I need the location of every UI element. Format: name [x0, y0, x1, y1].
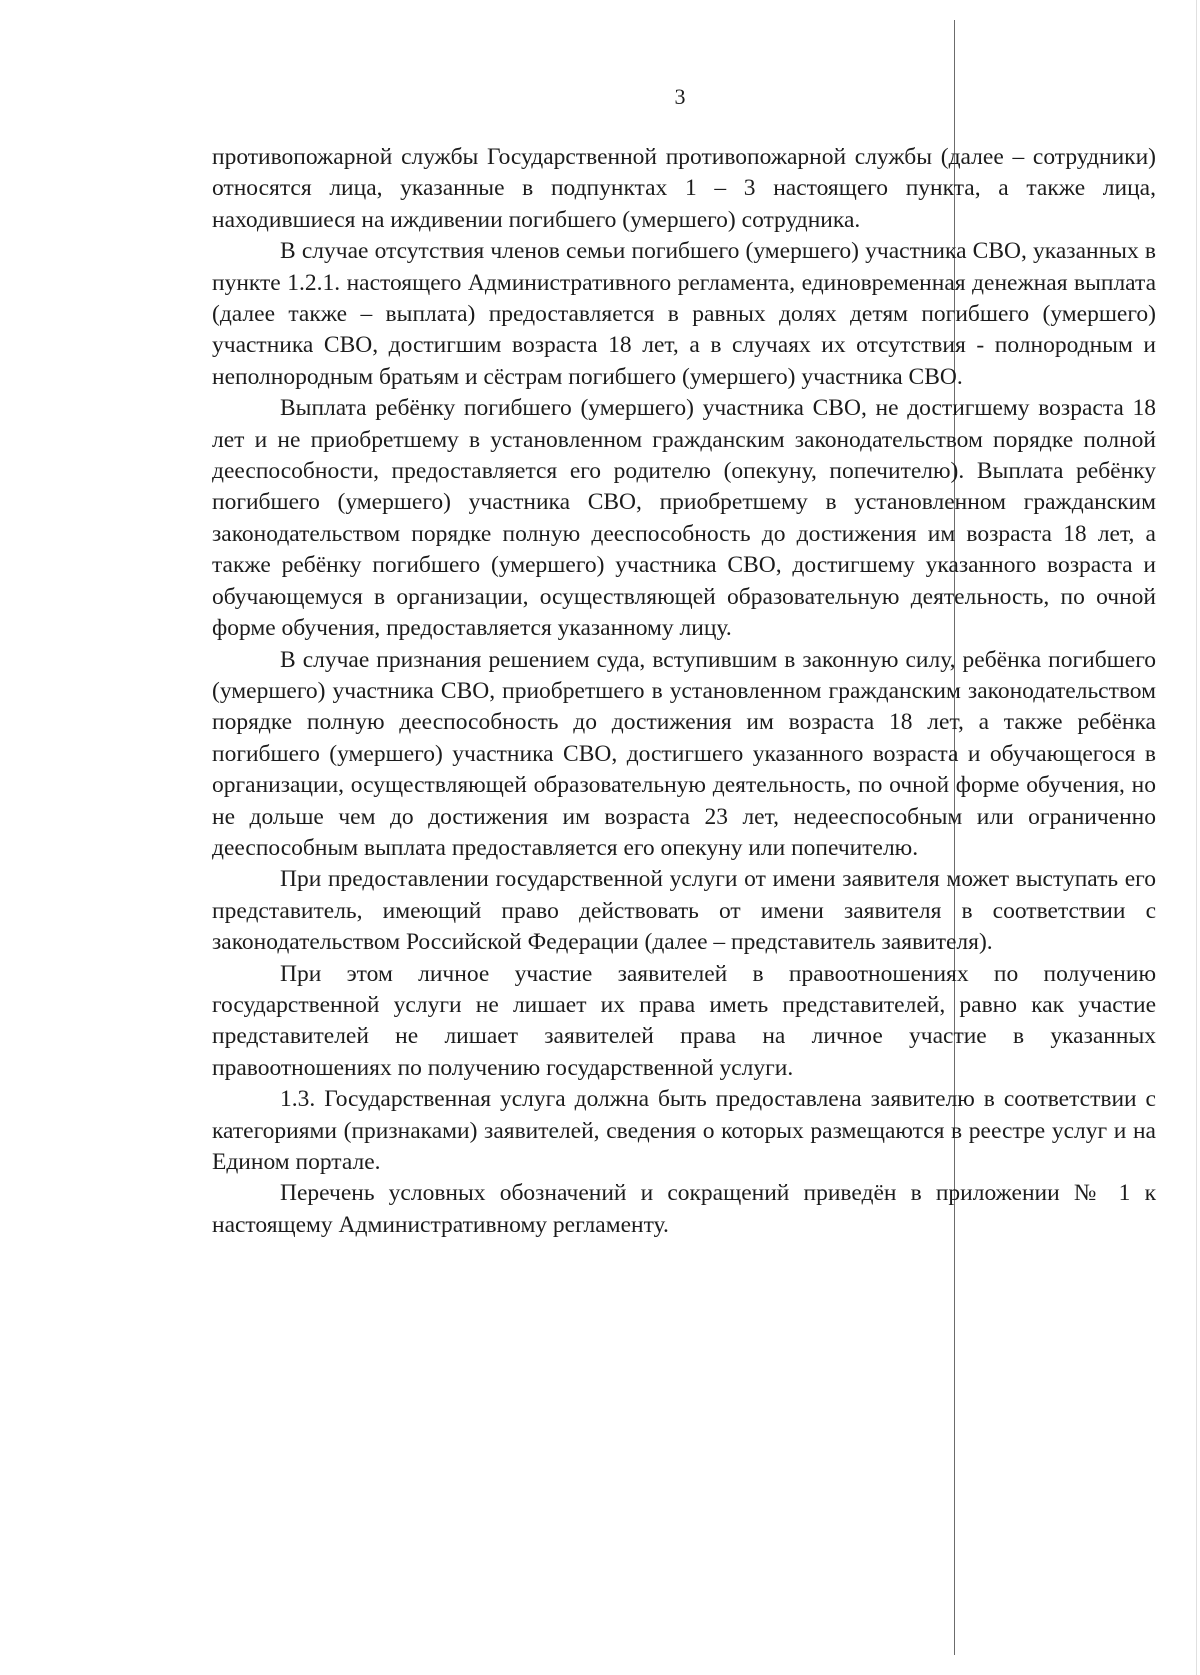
- paragraph-section-1-3: 1.3. Государственная услуга должна быть предоставлена заявителю в соответствии с категориями (признаками) заявителей, сведения о которых размещаются в реестре услуг и на Едином портале.: [212, 1086, 1156, 1175]
- paragraph-absence-of-family: В случае отсутствия членов семьи погибшего (умершего) участника СВО, указанных в пункте 1.2.1. настоящего Административного регламента, единовременная денежная выплата (далее также – выплата) предоставляется в равных долях детям погибшего (умершего) участника СВО, достигшим возраста 18 лет, а в случаях их отсутствия - полнородным и неполнородным братьям и сёстрам погибшего (умершего) участника СВО.: [212, 238, 1156, 390]
- paragraph-continuation: противопожарной службы Государственной противопожарной службы (далее – сотрудники) относятся лица, указанные в подпунктах 1 – 3 настоящего пункта, а также лица, находившиеся на иждивении погибшего (умершего) сотрудника.: [212, 144, 1156, 233]
- page-number: 3: [674, 84, 686, 109]
- document-body: [212, 142, 1156, 1241]
- paragraph-abbreviations-appendix: Перечень условных обозначений и сокращений приведён в приложении № 1 к настоящему Административному регламенту.: [212, 1180, 1156, 1238]
- paragraph-representative: При предоставлении государственной услуги от имени заявителя может выступать его представитель, имеющий право действовать от имени заявителя в соответствии с законодательством Российской Федерации (далее – представитель заявителя).: [212, 866, 1156, 956]
- paragraph-personal-participation: При этом личное участие заявителей в правоотношениях по получению государственной услуги не лишает их права иметь представителей, равно как участие представителей не лишает заявителей права на личное участие в указанных правоотношениях по получению государственной услуги.: [212, 960, 1156, 1081]
- paragraph-payment-to-child: Выплата ребёнку погибшего (умершего) участника СВО, не достигшему возраста 18 лет и не приобретшему в установленном гражданским законодательством порядке полной дееспособности, предоставляется его родителю (опекуну, попечителю). Выплата ребёнку погибшего (умершего) участника СВО, приобретшему в установленном гражданским законодательством порядке полную дееспособность до достижения им возраста 18 лет, а также ребёнку погибшего (умершего) участника СВО, достигшему указанного возраста и обучающемуся в организации, осуществляющей образовательную деятельность, по очной форме обучения, предоставляется указанному лицу.: [212, 395, 1156, 642]
- paragraph-court-decision: В случае признания решением суда, вступившим в законную силу, ребёнка погибшего (умершего) участника СВО, приобретшего в установленном гражданским законодательством порядке полную дееспособность до достижения им возраста 18 лет, а также ребёнка погибшего (умершего) участника СВО, достигшего указанного возраста и обучающегося в организации, осуществляющей образовательную деятельность, по очной форме обучения, но не дольше чем до достижения им возраста 23 лет, недееспособным или ограниченно дееспособным выплата предоставляется его опекуну или попечителю.: [212, 646, 1156, 861]
- scan-edge-line: [1196, 0, 1197, 1675]
